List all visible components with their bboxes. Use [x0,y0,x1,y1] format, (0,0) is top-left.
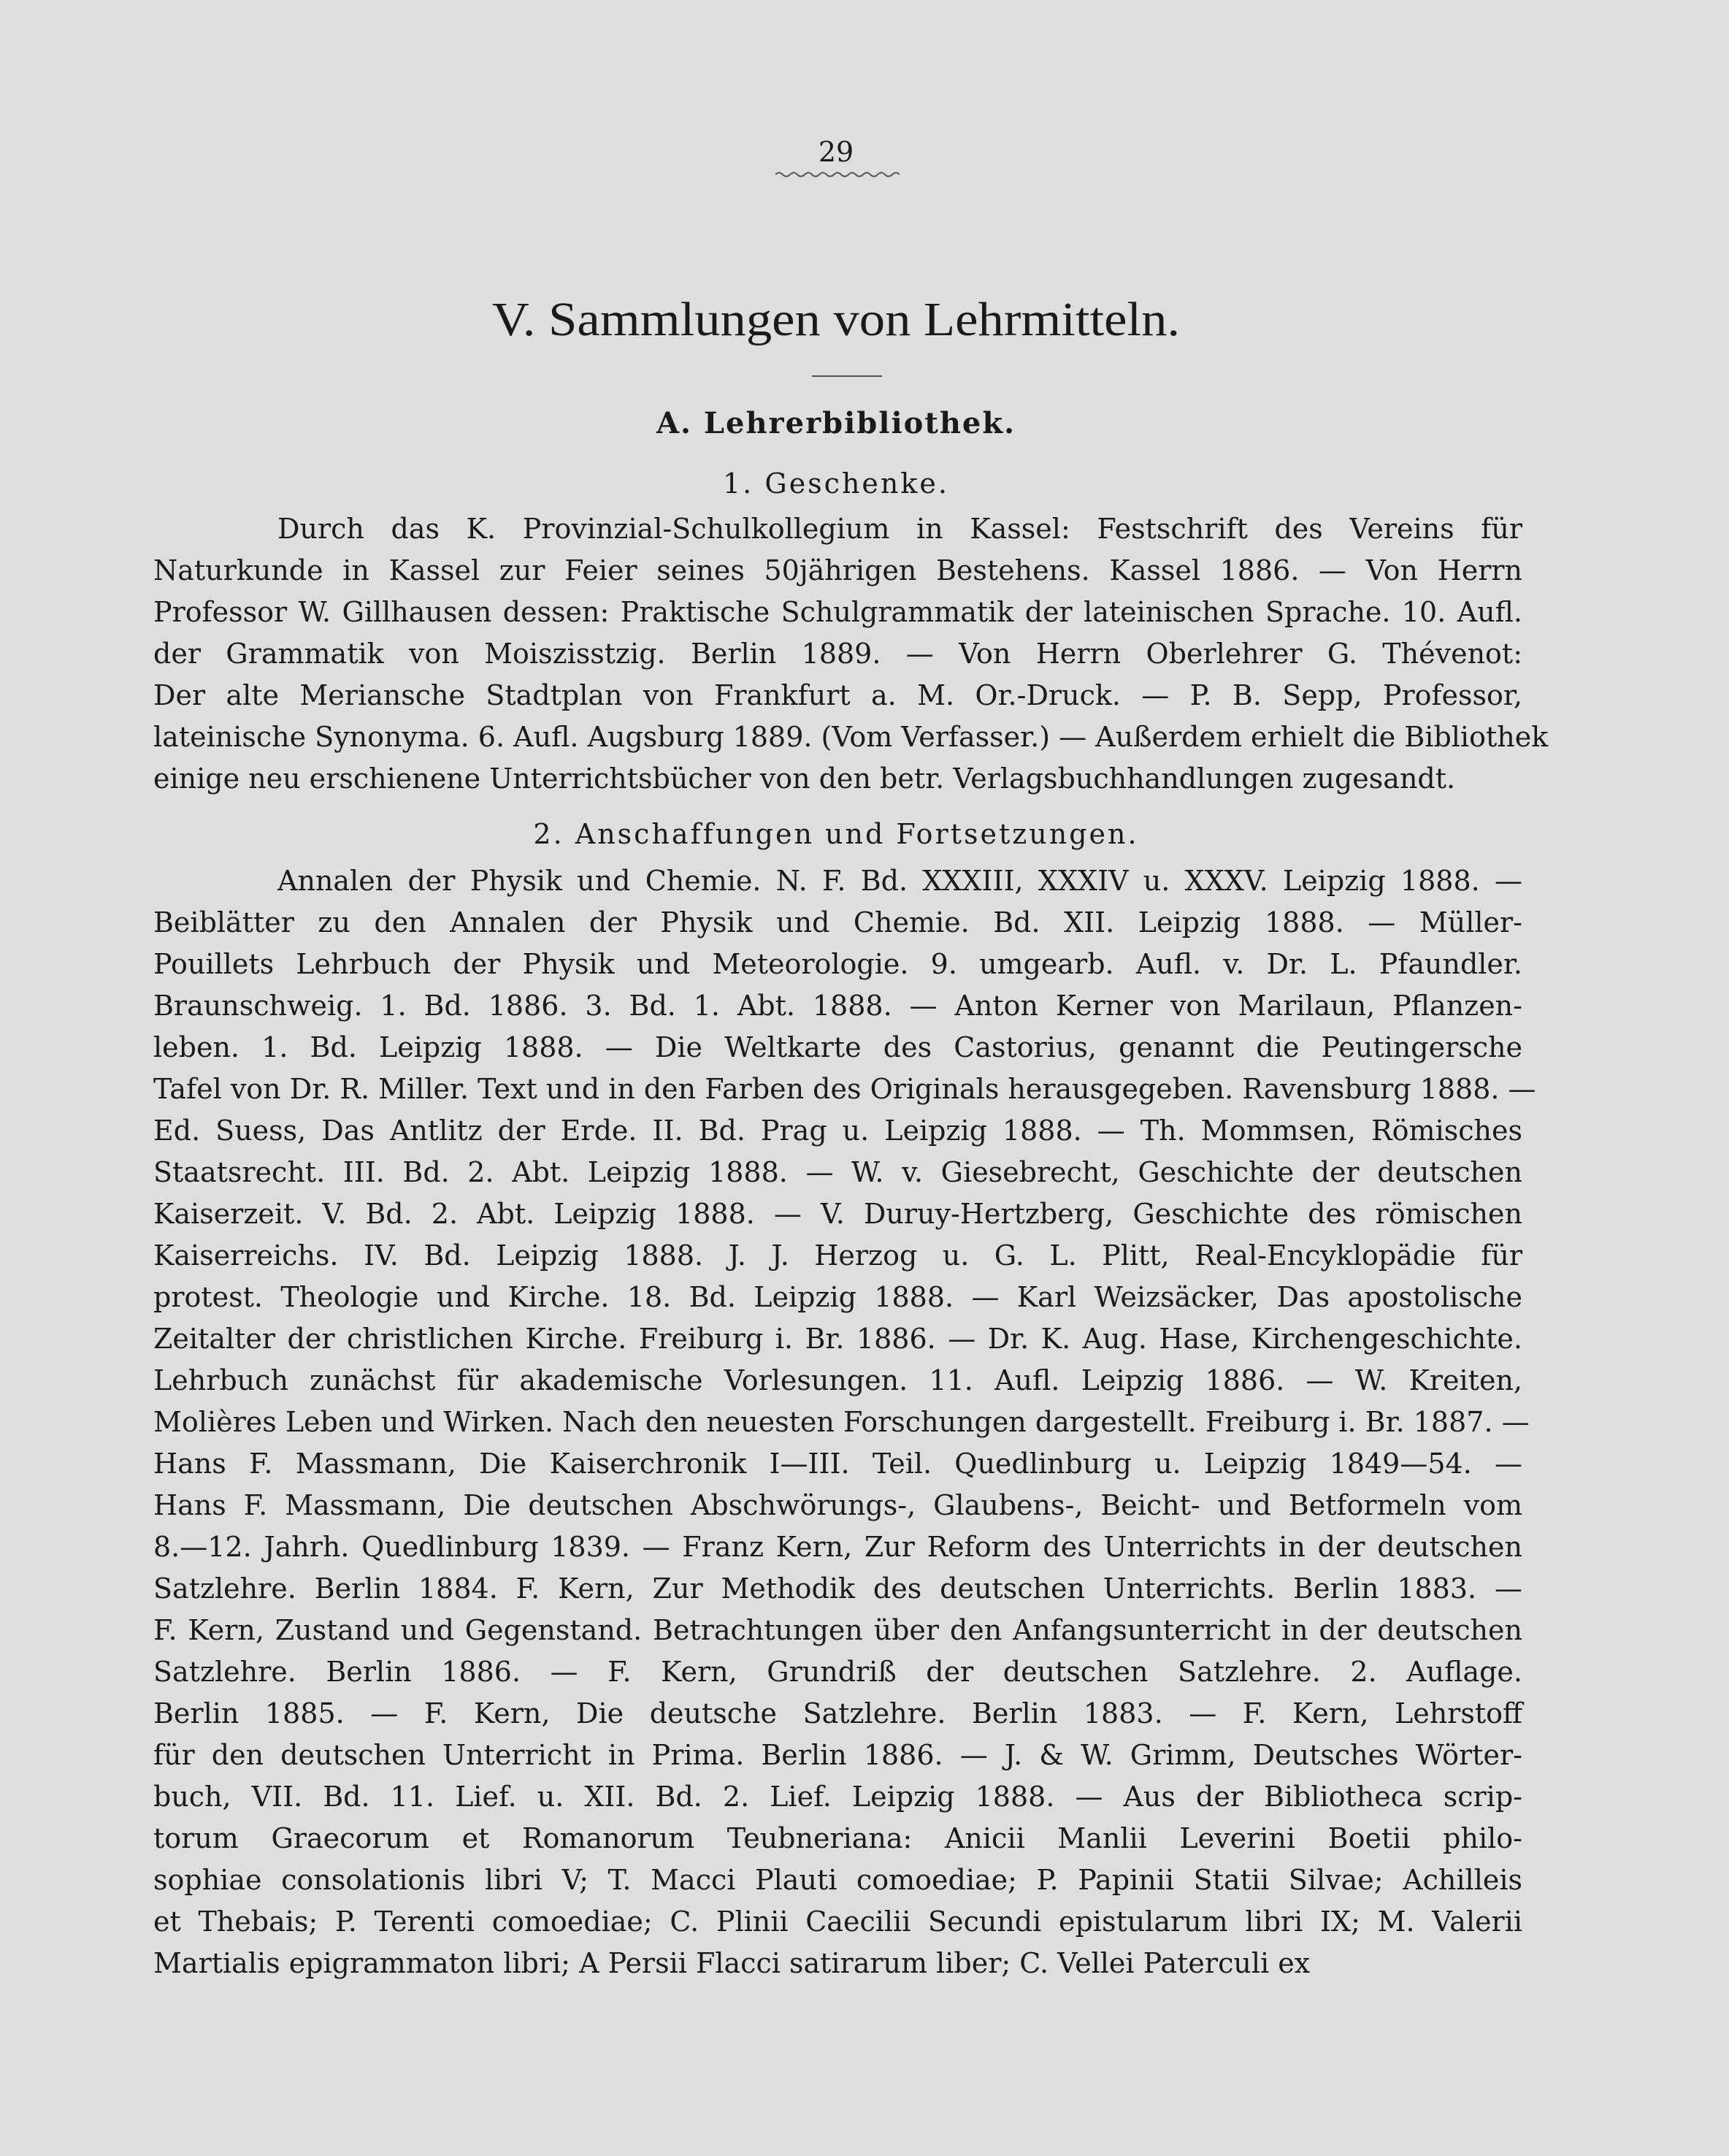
text-line: Pouillets Lehrbuch der Physik und Meteorologie. 9. umgearb. Aufl. v. Dr. L. Pfaundler. [153,948,1522,980]
subsection-heading-acquisitions: 2. Anschaffungen und Fortsetzungen. [533,818,1139,850]
text-line: sophiae consolationis libri V; T. Macci Plauti comoediae; P. Papinii Statii Silvae; Achilleis [153,1864,1522,1896]
text-line: Tafel von Dr. R. Miller. Text und in den Farben des Originals herausgegeben. Ravensburg 1888. — [153,1073,1536,1105]
subsection-body-acquisitions [153,860,1536,1984]
text-line: leben. 1. Bd. Leipzig 1888. — Die Weltkarte des Castorius, genannt die Peutingersche [153,1031,1522,1063]
text-line: protest. Theologie und Kirche. 18. Bd. Leipzig 1888. — Karl Weizsäcker, Das apostolische [153,1281,1522,1313]
decorative-rule [775,169,900,180]
text-line: Kaiserzeit. V. Bd. 2. Abt. Leipzig 1888. — V. Duruy-Hertzberg, Geschichte des römischen [153,1198,1522,1230]
text-line: Molières Leben und Wirken. Nach den neuesten Forschungen dargestellt. Freiburg i. Br. 1887. — [153,1406,1530,1438]
text-line: der Grammatik von Moiszisstzig. Berlin 1889. — Von Herrn Oberlehrer G. Thévenot: [153,638,1522,670]
text-line: Durch das K. Provinzial-Schulkollegium in Kassel: Festschrift des Vereins für [277,513,1522,545]
text-line: für den deutschen Unterricht in Prima. Berlin 1886. — J. & W. Grimm, Deutsches Wörter- [153,1739,1522,1771]
text-line: Satzlehre. Berlin 1886. — F. Kern, Grundriß der deutschen Satzlehre. 2. Auflage. [153,1656,1522,1688]
page-title: V. Sammlungen von Lehrmitteln. [491,293,1181,346]
text-line: lateinische Synonyma. 6. Aufl. Augsburg 1889. (Vom Verfasser.) — Außerdem erhielt die Bibliothek [153,721,1549,753]
text-line: Satzlehre. Berlin 1884. F. Kern, Zur Methodik des deutschen Unterrichts. Berlin 1883. — [153,1572,1522,1605]
text-line: torum Graecorum et Romanorum Teubneriana: Anicii Manlii Leverini Boetii philo- [153,1822,1522,1854]
text-line: buch, VII. Bd. 11. Lief. u. XII. Bd. 2. Lief. Leipzig 1888. — Aus der Bibliotheca scrip- [153,1781,1522,1813]
subsection-body-gifts [153,508,1549,800]
text-line: Naturkunde in Kassel zur Feier seines 50jährigen Bestehens. Kassel 1886. — Von Herrn [153,554,1522,586]
text-line: Lehrbuch zunächst für akademische Vorlesungen. 11. Aufl. Leipzig 1886. — W. Kreiten, [153,1364,1522,1396]
page-number: 29 [818,136,854,168]
text-line: Kaiserreichs. IV. Bd. Leipzig 1888. J. J. Herzog u. G. L. Plitt, Real-Encyklopädie für [153,1239,1522,1272]
text-line: F. Kern, Zustand und Gegenstand. Betrachtungen über den Anfangsunterricht in der deutschen [153,1614,1522,1646]
title-divider [812,375,882,377]
text-line: Berlin 1885. — F. Kern, Die deutsche Satzlehre. Berlin 1883. — F. Kern, Lehrstoff [153,1697,1522,1729]
text-line: Ed. Suess, Das Antlitz der Erde. II. Bd. Prag u. Leipzig 1888. — Th. Mommsen, Römisches [153,1115,1522,1147]
text-line: Hans F. Massmann, Die deutschen Abschwörungs-, Glaubens-, Beicht- und Betformeln vom [153,1489,1522,1521]
subsection-heading-gifts: 1. Geschenke. [723,467,949,500]
section-heading: A. Lehrerbibliothek. [656,406,1016,440]
text-line: et Thebais; P. Terenti comoediae; C. Plinii Caecilii Secundi epistularum libri IX; M. Valerii [153,1905,1522,1938]
text-line: Annalen der Physik und Chemie. N. F. Bd. XXXIII, XXXIV u. XXXV. Leipzig 1888. — [277,865,1522,897]
text-line: Hans F. Massmann, Die Kaiserchronik I—III. Teil. Quedlinburg u. Leipzig 1849—54. — [153,1448,1522,1480]
text-line: einige neu erschienene Unterrichtsbücher von den betr. Verlagsbuchhandlungen zugesandt. [153,762,1456,795]
text-line: Braunschweig. 1. Bd. 1886. 3. Bd. 1. Abt. 1888. — Anton Kerner von Marilaun, Pflanzen- [153,990,1522,1022]
text-line: Der alte Meriansche Stadtplan von Frankfurt a. M. Or.-Druck. — P. B. Sepp, Professor, [153,679,1522,711]
text-line: Staatsrecht. III. Bd. 2. Abt. Leipzig 1888. — W. v. Giesebrecht, Geschichte der deutschen [153,1156,1522,1188]
text-line: Professor W. Gillhausen dessen: Praktische Schulgrammatik der lateinischen Sprache. 10. Aufl. [153,596,1522,628]
text-line: Beiblätter zu den Annalen der Physik und Chemie. Bd. XII. Leipzig 1888. — Müller- [153,906,1522,939]
text-line: Martialis epigrammaton libri; A Persii Flacci satirarum liber; C. Vellei Paterculi ex [153,1947,1311,1979]
text-line: Zeitalter der christlichen Kirche. Freiburg i. Br. 1886. — Dr. K. Aug. Hase, Kirchengeschichte. [153,1323,1522,1355]
text-line: 8.—12. Jahrh. Quedlinburg 1839. — Franz Kern, Zur Reform des Unterrichts in der deutschen [153,1531,1522,1563]
